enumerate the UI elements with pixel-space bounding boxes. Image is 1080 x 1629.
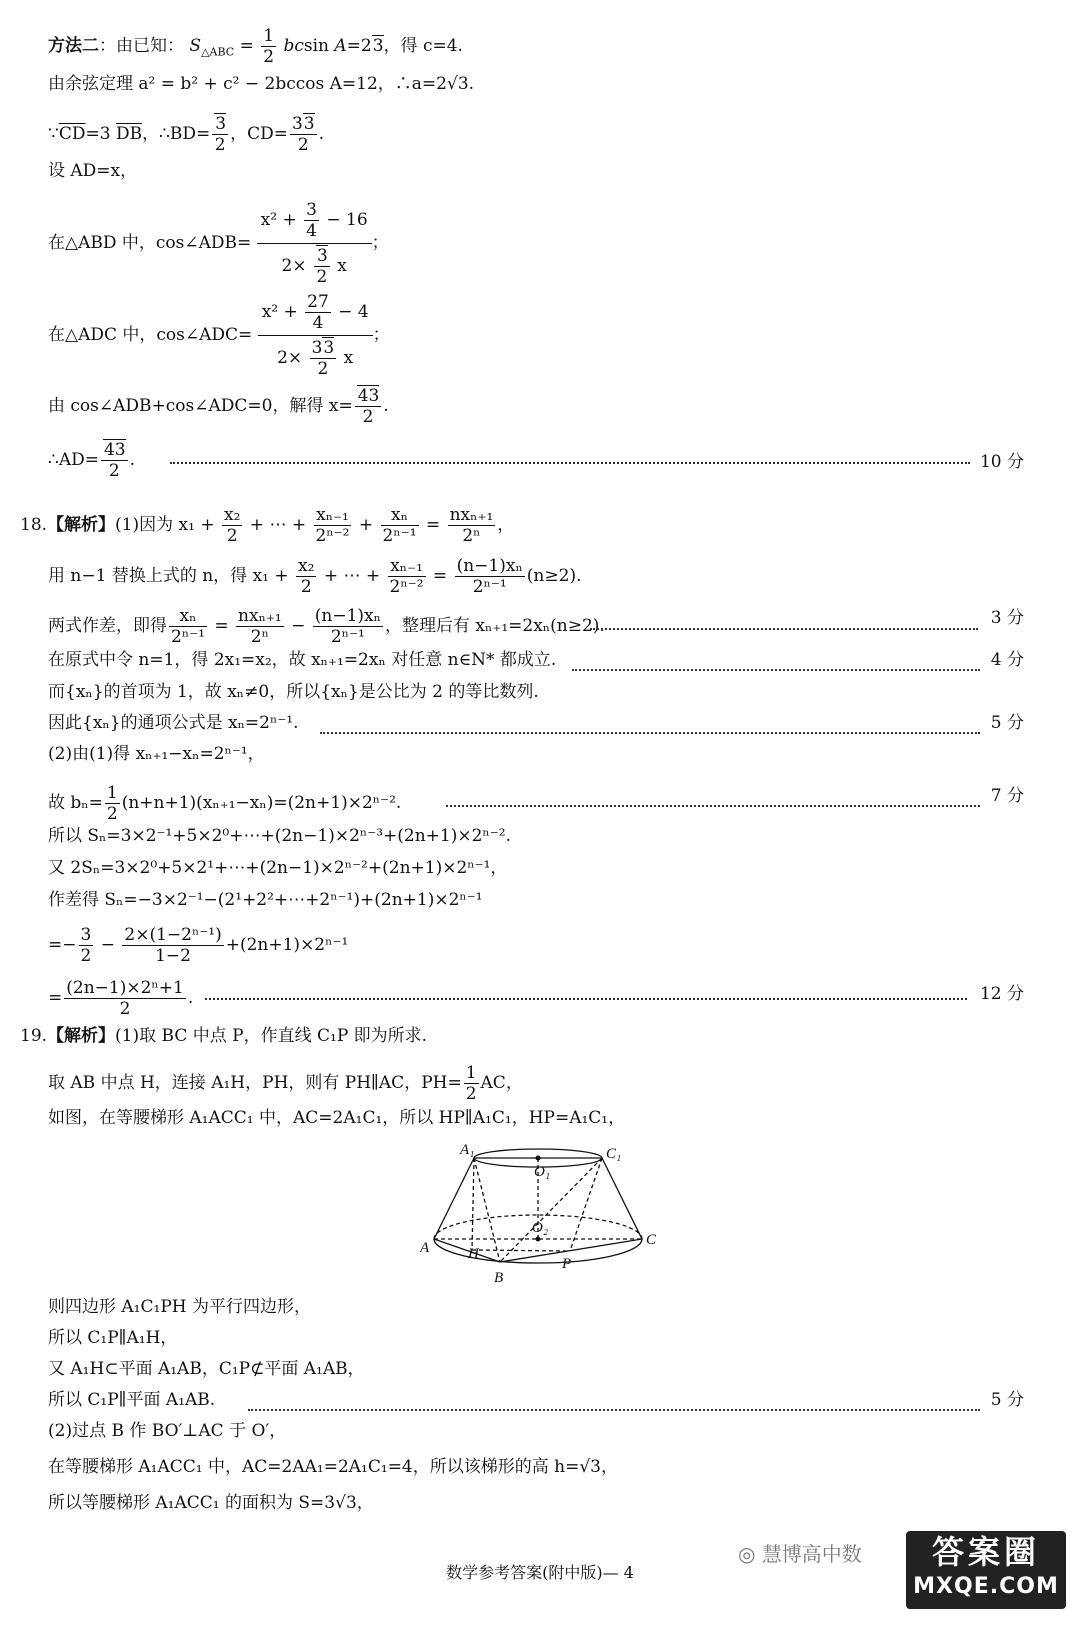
q18-l3b: ，整理后有 x xyxy=(385,616,485,636)
label-c: C xyxy=(646,1232,657,1248)
point-o2 xyxy=(536,1237,541,1242)
q18-l12b: +(2n+1)×2ⁿ⁻¹ xyxy=(225,935,349,955)
segment-a1h xyxy=(472,1158,474,1250)
score-3: 3 分 xyxy=(990,608,1024,628)
dotted-leader xyxy=(446,805,980,807)
q18-line-10: 又 2Sₙ=3×2⁰+5×2¹+⋯+(2n−1)×2ⁿ⁻²+(2n+1)×2ⁿ⁻¹， xyxy=(48,858,508,878)
q19-line-2: 取 AB 中点 H，连接 A₁H，PH，则有 PH∥AC，PH= $\frac{1}{2}$ AC， xyxy=(48,1063,523,1104)
q19-tag: 【解析】 xyxy=(47,1026,116,1046)
wechat-icon: ◎ xyxy=(738,1542,756,1566)
label-p: P xyxy=(562,1256,572,1272)
method2-line-3: $\because\overline{CD}=3$ $\overline{DB}$，∴BD= $\frac{3}{2}$ ，CD= $\frac{33}{2}$ . xyxy=(48,114,325,155)
q19-line-10: 所以等腰梯形 A₁ACC₁ 的面积为 S=3√3， xyxy=(48,1493,374,1513)
method2-l1-tail: ，得 c=4. xyxy=(383,36,463,56)
q18-line-4: 在原式中令 n=1，得 2x₁=x₂，故 xₙ₊₁=2xₙ 对任意 n∈N* 都成立. xyxy=(48,650,557,670)
label-b: B xyxy=(494,1270,504,1285)
q18-l3: 两式作差，即得 xyxy=(48,616,167,636)
score-5a: 5 分 xyxy=(990,713,1024,733)
q18-l8b: (n+n+1)(xₙ₊₁−xₙ)=(2n+1)×2ⁿ⁻². xyxy=(121,793,402,813)
segment-ab xyxy=(434,1239,500,1262)
score-10: 10 分 xyxy=(979,452,1024,472)
label-o2: O₂ xyxy=(532,1220,549,1236)
method2-l6-prefix: 在△ADC 中，cos∠ADC= xyxy=(48,325,253,345)
q19-line-7: 所以 C₁P∥平面 A₁AB. xyxy=(48,1390,216,1410)
frustum-figure xyxy=(420,1130,660,1285)
method2-line-1: 方法二：由已知： $S_{\triangle ABC}$ = $\frac{1}{2}$ bcsin A=23，得 c=4. xyxy=(48,26,463,67)
dotted-leader xyxy=(205,998,967,1000)
method2-line-4: 设 AD=x， xyxy=(48,161,138,181)
method2-line-2: 由余弦定理 a² = b² + c² − 2bccos A=12，∴a=2√3. xyxy=(48,74,475,94)
q19-line-6: 又 A₁H⊂平面 A₁AB，C₁P⊄平面 A₁AB， xyxy=(48,1359,365,1379)
method2-label: 方法二 xyxy=(48,36,99,56)
q18-line-3: 两式作差，即得 $\frac{\text{xₙ}}{\text{2ⁿ⁻¹}}$ = $\frac{\text{nxₙ₊₁}}{\text{2ⁿ}}$ − $\frac{\text{(n−1)xₙ}}{\text{2ⁿ⁻¹}}$ ，整理后有 xₙ₊₁=2xₙ(n≥2). xyxy=(48,606,605,647)
q19-number: 19. xyxy=(20,1026,48,1046)
watermark-line2: MXQE.COM xyxy=(913,1574,1059,1599)
wechat-text: 慧博高中数 xyxy=(761,1542,862,1566)
label-c1: C₁ xyxy=(606,1146,622,1162)
dotted-leader xyxy=(572,669,980,671)
dotted-leader xyxy=(590,628,978,630)
label-h: H xyxy=(468,1246,479,1262)
q18-line-6: 因此{xₙ}的通项公式是 xₙ=2ⁿ⁻¹. xyxy=(48,713,299,733)
q18-l12a: =− xyxy=(48,935,77,955)
method2-l5-prefix: 在△ABD 中，cos∠ADB= xyxy=(48,233,252,253)
method2-l1-text: ：由已知： xyxy=(99,36,184,56)
dotted-leader xyxy=(320,732,980,734)
score-4: 4 分 xyxy=(990,650,1024,670)
q18-l1: (1)因为 xyxy=(115,515,174,535)
site-watermark-logo xyxy=(906,1531,1066,1609)
q19-l2b: AC， xyxy=(480,1073,523,1093)
edge-c1c xyxy=(602,1158,642,1239)
q18-l2: 用 n−1 替换上式的 n，得 xyxy=(48,566,248,586)
q19-line-3: 如图，在等腰梯形 A₁ACC₁ 中，AC=2A₁C₁，所以 HP∥A₁C₁，HP=A₁C₁， xyxy=(48,1108,626,1128)
q18-number: 18. xyxy=(20,515,48,535)
dotted-leader xyxy=(170,462,970,464)
method2-line-5: 在△ABD 中，cos∠ADB= x² + $\frac{3}{4}$ − 16 2× $\frac{3}{2}$ x ； xyxy=(48,200,389,287)
q18-tag: 【解析】 xyxy=(47,515,116,535)
score-5b: 5 分 xyxy=(990,1390,1024,1410)
q18-line-1: 18.【解析】(1)因为 x₁ + $\frac{\text{x₂}}{2}$ + ⋯ + $\frac{\text{xₙ₋₁}}{\text{2ⁿ⁻²}}$ + $\frac{\text{xₙ}}{\text{2ⁿ⁻¹}}$ = $\frac{\text{nxₙ₊₁}}{\text{2ⁿ}}$ ， xyxy=(20,505,515,546)
q18-line-12: =− $\frac{3}{2}$ − $\frac{\text{2×(1−2ⁿ⁻¹)}}{1-2}$ +(2n+1)×2ⁿ⁻¹ xyxy=(48,925,349,966)
q18-line-5: 而{xₙ}的首项为 1，故 xₙ≠0，所以{xₙ}是公比为 2 的等比数列. xyxy=(48,682,539,702)
method2-l3-tail: ，∴BD= xyxy=(142,124,211,144)
q18-l8: 故 bₙ= xyxy=(48,793,103,813)
dotted-leader xyxy=(248,1409,980,1411)
method2-line-8: ∴AD= $\frac{43}{2}$ . xyxy=(48,440,136,481)
watermark-line1: 答案圈 xyxy=(931,1533,1040,1571)
method2-line-6: 在△ADC 中，cos∠ADC= x² + $\frac{27}{4}$ − 4 2× $\frac{33}{2}$ x ； xyxy=(48,292,390,379)
page-footer: 数学参考答案(附中版)— 4 xyxy=(446,1563,634,1582)
segment-c1p xyxy=(570,1158,602,1251)
q19-l2a: 取 AB 中点 H，连接 A₁H，PH，则有 PH∥AC，PH= xyxy=(48,1073,462,1093)
q18-line-9: 所以 Sₙ=3×2⁻¹+5×2⁰+⋯+(2n−1)×2ⁿ⁻³+(2n+1)×2ⁿ⁻². xyxy=(48,826,511,846)
label-o1: O₁ xyxy=(534,1164,551,1180)
q19-line-4: 则四边形 A₁C₁PH 为平行四边形， xyxy=(48,1297,311,1317)
q18-line-7: (2)由(1)得 xₙ₊₁−xₙ=2ⁿ⁻¹， xyxy=(48,744,265,764)
q18-line-11: 作差得 Sₙ=−3×2⁻¹−(2¹+2²+⋯+2ⁿ⁻¹)+(2n+1)×2ⁿ⁻¹ xyxy=(48,890,483,910)
score-7: 7 分 xyxy=(990,786,1024,806)
method2-l7: 由 cos∠ADB+cos∠ADC=0，解得 x= xyxy=(48,396,353,416)
segment-c1b xyxy=(500,1158,602,1262)
q19-line-1 xyxy=(20,1025,427,1047)
label-a: A xyxy=(420,1240,430,1256)
point-o1 xyxy=(536,1156,541,1161)
q18-line-13: = $\frac{\text{(2n−1)×2ⁿ+1}}{2}$ . xyxy=(48,978,194,1019)
label-a1: A₁ xyxy=(460,1142,475,1158)
edge-a1a xyxy=(434,1158,474,1239)
q19-line-9: 在等腰梯形 A₁ACC₁ 中，AC=2AA₁=2A₁C₁=4，所以该梯形的高 h=√3， xyxy=(48,1457,618,1477)
q18-line-8: 故 bₙ= $\frac{1}{2}$ (n+n+1)(xₙ₊₁−xₙ)=(2n+1)×2ⁿ⁻². xyxy=(48,783,402,824)
segment-hp xyxy=(472,1250,570,1251)
q19-l1: (1)取 BC 中点 P，作直线 C₁P 即为所求. xyxy=(115,1026,428,1046)
q18-line-2: 用 n−1 替换上式的 n，得 x₁ + $\frac{\text{x₂}}{2}$ + ⋯ + $\frac{\text{xₙ₋₁}}{\text{2ⁿ⁻²}}$ = $\frac{\text{(n−1)xₙ}}{\text{2ⁿ⁻¹}}$ (n≥2). xyxy=(48,556,582,597)
score-12: 12 分 xyxy=(979,984,1024,1004)
q19-line-8: (2)过点 B 作 BO′⊥AC 于 O′， xyxy=(48,1421,287,1441)
method2-line-7: 由 cos∠ADB+cos∠ADC=0，解得 x= $\frac{43}{2}$ . xyxy=(48,386,389,427)
method2-l8: ∴AD= xyxy=(48,450,99,470)
q18-l13: = xyxy=(48,988,63,1008)
q19-line-5: 所以 C₁P∥A₁H， xyxy=(48,1328,178,1348)
